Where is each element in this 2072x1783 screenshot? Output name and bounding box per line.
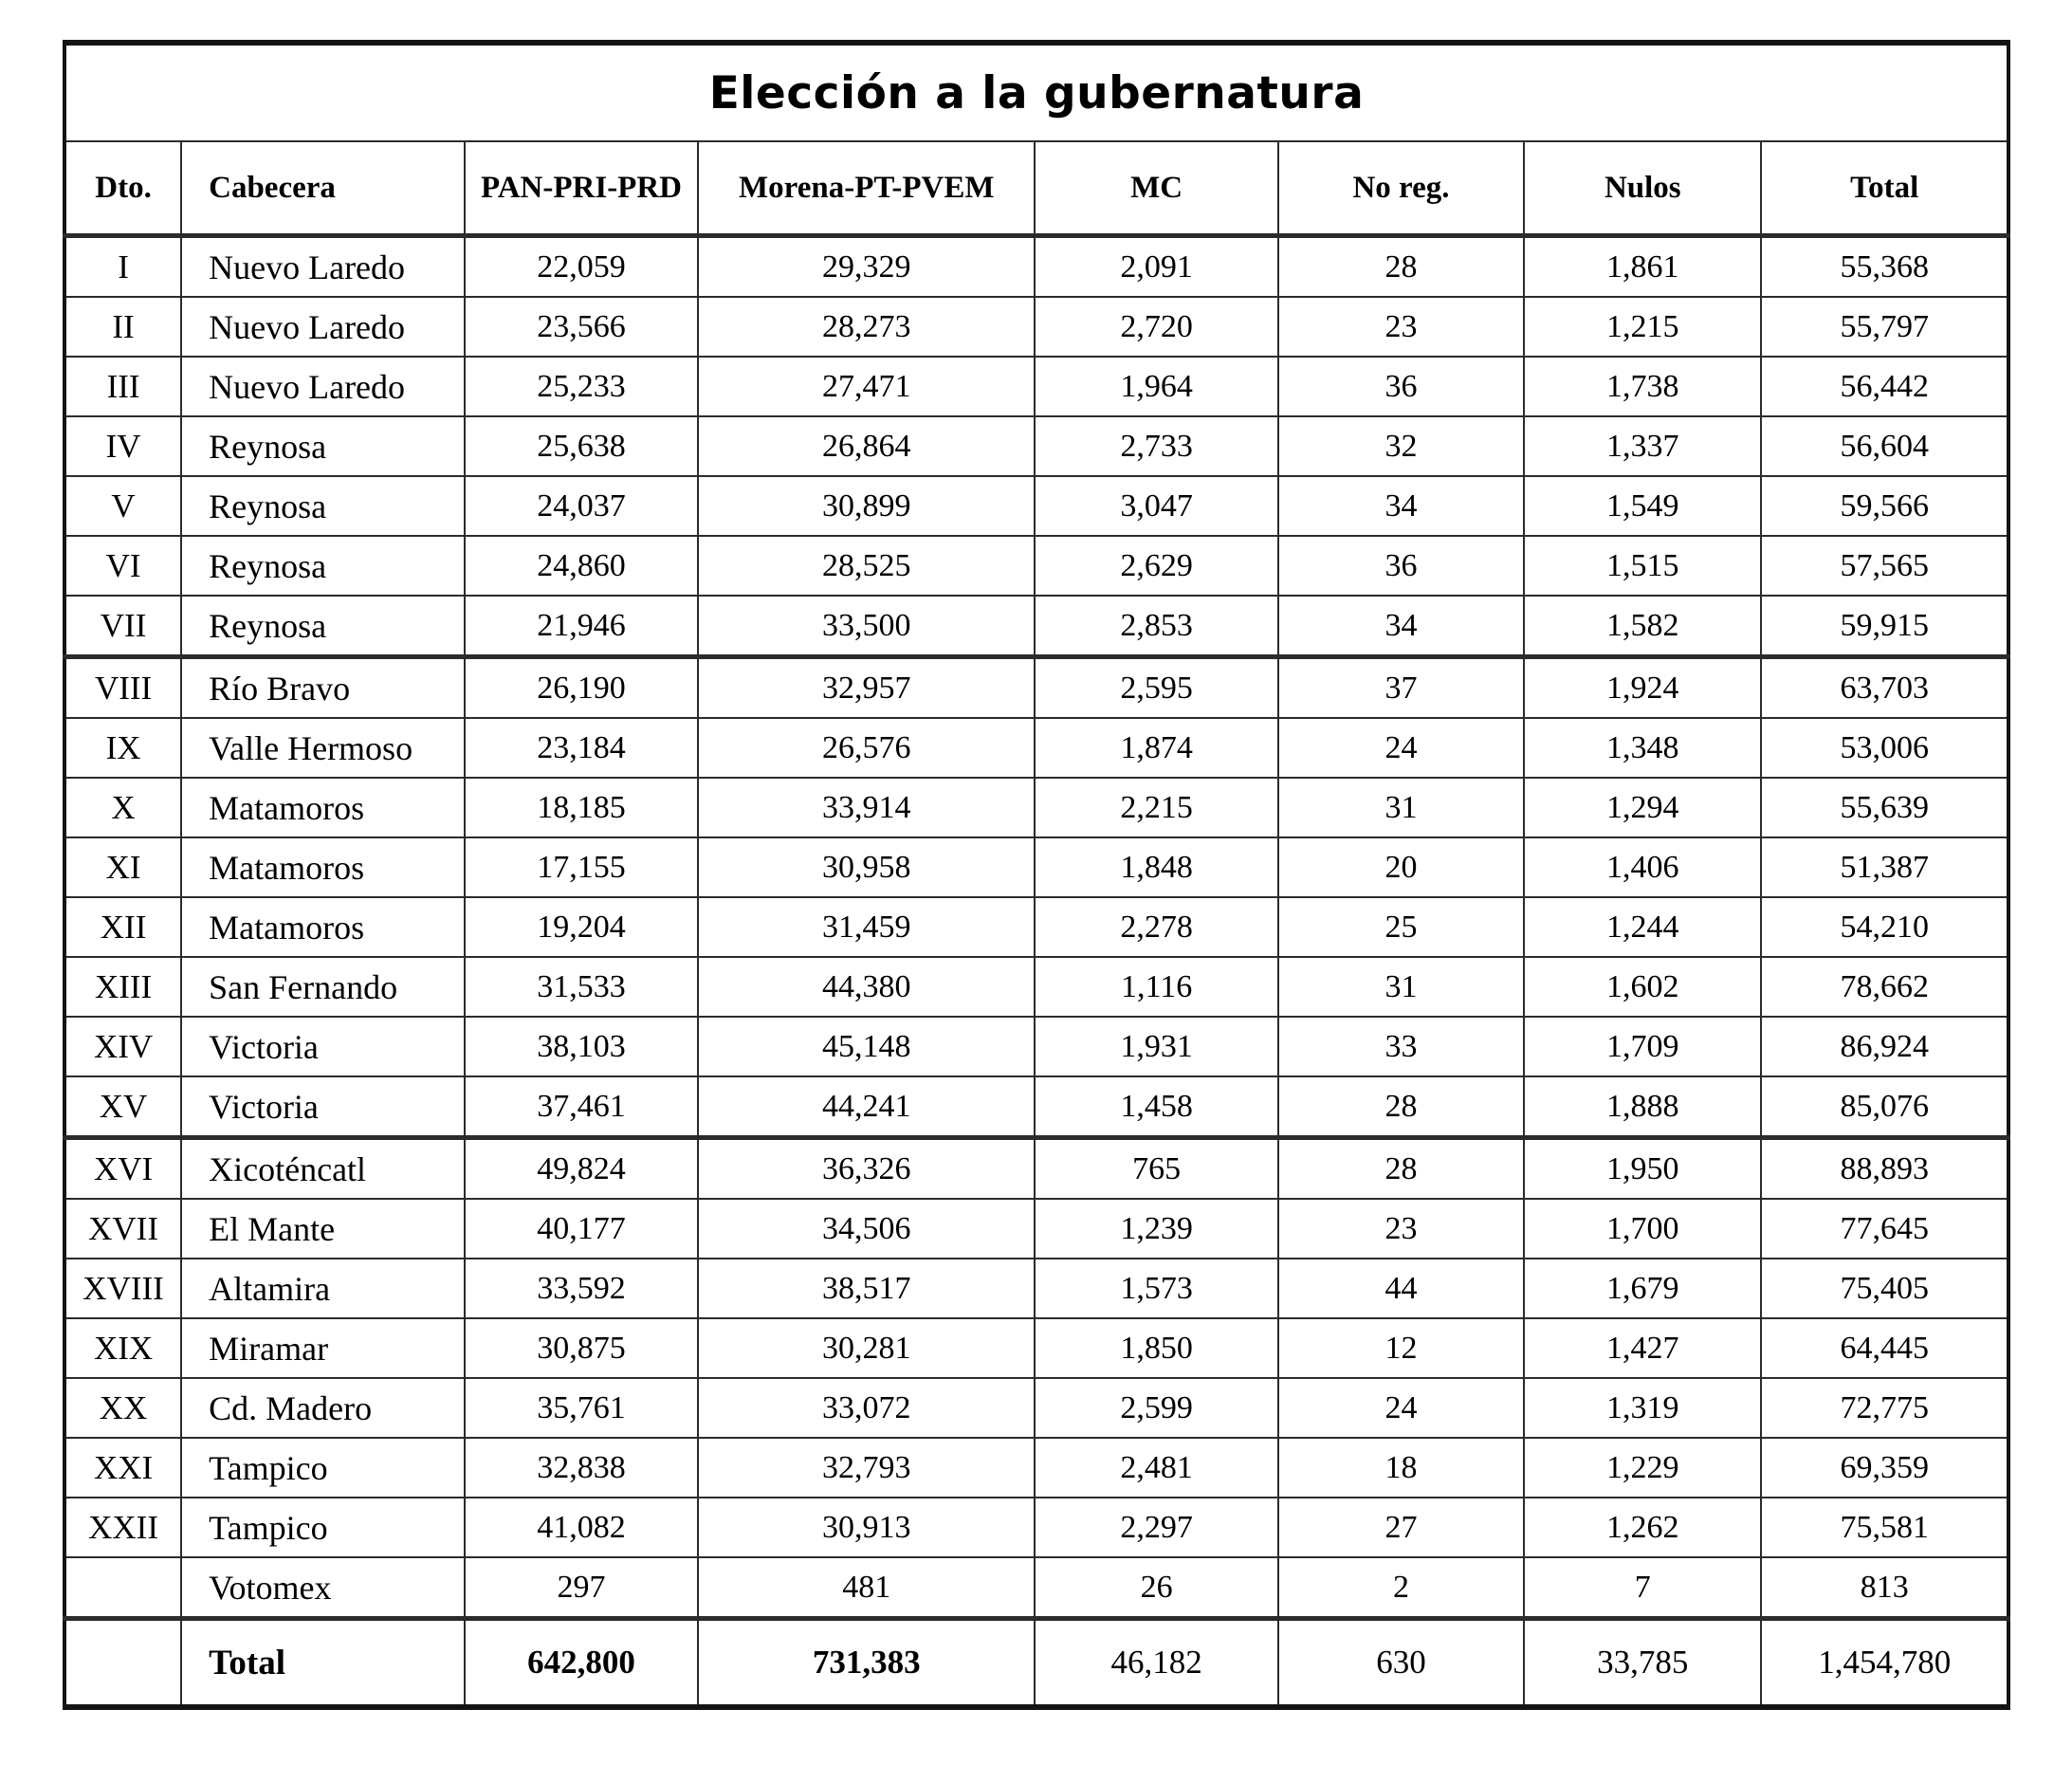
district-cell: XI xyxy=(64,837,181,897)
table-row xyxy=(64,897,2008,957)
cabecera-cell: Reynosa xyxy=(181,476,465,536)
value-cell: 55,368 xyxy=(1761,236,2008,298)
value-cell: 28 xyxy=(1278,236,1524,298)
value-cell: 17,155 xyxy=(465,837,698,897)
value-cell: 26 xyxy=(1035,1557,1277,1619)
value-cell: 20 xyxy=(1278,837,1524,897)
value-cell: 36 xyxy=(1278,357,1524,416)
value-cell: 22,059 xyxy=(465,236,698,298)
table-row xyxy=(64,1498,2008,1557)
value-cell: 38,103 xyxy=(465,1017,698,1076)
table-total-row xyxy=(64,1619,2008,1708)
value-cell: 26,864 xyxy=(698,416,1035,476)
cabecera-cell: San Fernando xyxy=(181,957,465,1017)
cabecera-cell: El Mante xyxy=(181,1199,465,1259)
value-cell: 1,874 xyxy=(1035,718,1277,778)
cabecera-cell: Valle Hermoso xyxy=(181,718,465,778)
district-cell: V xyxy=(64,476,181,536)
value-cell: 37,461 xyxy=(465,1076,698,1138)
value-cell: 2,091 xyxy=(1035,236,1277,298)
value-cell: 53,006 xyxy=(1761,718,2008,778)
value-cell: 24,860 xyxy=(465,536,698,596)
value-cell: 25,638 xyxy=(465,416,698,476)
table-row xyxy=(64,957,2008,1017)
column-header-dto: Dto. xyxy=(64,141,181,236)
value-cell: 2,629 xyxy=(1035,536,1277,596)
cabecera-cell: Matamoros xyxy=(181,897,465,957)
value-cell: 25 xyxy=(1278,897,1524,957)
table-body xyxy=(64,236,2008,1708)
district-cell: XII xyxy=(64,897,181,957)
value-cell: 29,329 xyxy=(698,236,1035,298)
district-cell: XVI xyxy=(64,1138,181,1200)
value-cell: 26,576 xyxy=(698,718,1035,778)
table-row xyxy=(64,596,2008,657)
value-cell: 1,924 xyxy=(1524,657,1761,719)
district-cell: II xyxy=(64,297,181,357)
value-cell: 1,262 xyxy=(1524,1498,1761,1557)
column-header-cabecera: Cabecera xyxy=(181,141,465,236)
value-cell: 54,210 xyxy=(1761,897,2008,957)
value-cell: 32,957 xyxy=(698,657,1035,719)
value-cell: 18,185 xyxy=(465,778,698,837)
value-cell: 75,581 xyxy=(1761,1498,2008,1557)
value-cell: 34,506 xyxy=(698,1199,1035,1259)
value-cell: 30,875 xyxy=(465,1318,698,1378)
value-cell: 49,824 xyxy=(465,1138,698,1200)
total-value-cell: 630 xyxy=(1278,1619,1524,1708)
value-cell: 2,297 xyxy=(1035,1498,1277,1557)
cabecera-cell: Votomex xyxy=(181,1557,465,1619)
value-cell: 813 xyxy=(1761,1557,2008,1619)
cabecera-cell: Tampico xyxy=(181,1498,465,1557)
value-cell: 2,481 xyxy=(1035,1438,1277,1498)
value-cell: 1,602 xyxy=(1524,957,1761,1017)
total-value-cell: 1,454,780 xyxy=(1761,1619,2008,1708)
value-cell: 1,294 xyxy=(1524,778,1761,837)
election-results-table xyxy=(63,40,2010,1710)
value-cell: 27 xyxy=(1278,1498,1524,1557)
table-row xyxy=(64,1318,2008,1378)
value-cell: 3,047 xyxy=(1035,476,1277,536)
value-cell: 51,387 xyxy=(1761,837,2008,897)
value-cell: 33,592 xyxy=(465,1259,698,1318)
table-row xyxy=(64,236,2008,298)
table-row xyxy=(64,1199,2008,1259)
value-cell: 31,533 xyxy=(465,957,698,1017)
total-label-cell: Total xyxy=(181,1619,465,1708)
value-cell: 86,924 xyxy=(1761,1017,2008,1076)
value-cell: 1,679 xyxy=(1524,1259,1761,1318)
total-value-cell: 642,800 xyxy=(465,1619,698,1708)
value-cell: 1,738 xyxy=(1524,357,1761,416)
table-row xyxy=(64,476,2008,536)
value-cell: 31 xyxy=(1278,957,1524,1017)
value-cell: 481 xyxy=(698,1557,1035,1619)
value-cell: 23,566 xyxy=(465,297,698,357)
column-header-pan-pri-prd: PAN-PRI-PRD xyxy=(465,141,698,236)
district-cell: IX xyxy=(64,718,181,778)
value-cell: 30,913 xyxy=(698,1498,1035,1557)
value-cell: 59,915 xyxy=(1761,596,2008,657)
value-cell: 45,148 xyxy=(698,1017,1035,1076)
value-cell: 1,850 xyxy=(1035,1318,1277,1378)
value-cell: 2,215 xyxy=(1035,778,1277,837)
district-cell: XX xyxy=(64,1378,181,1438)
value-cell: 30,958 xyxy=(698,837,1035,897)
table-row xyxy=(64,1017,2008,1076)
value-cell: 36,326 xyxy=(698,1138,1035,1200)
value-cell: 23 xyxy=(1278,1199,1524,1259)
value-cell: 28,525 xyxy=(698,536,1035,596)
table-row xyxy=(64,778,2008,837)
value-cell: 24 xyxy=(1278,1378,1524,1438)
value-cell: 26,190 xyxy=(465,657,698,719)
value-cell: 35,761 xyxy=(465,1378,698,1438)
value-cell: 1,239 xyxy=(1035,1199,1277,1259)
page-title: Elección a la gubernatura xyxy=(64,43,2008,141)
value-cell: 44,380 xyxy=(698,957,1035,1017)
value-cell: 31,459 xyxy=(698,897,1035,957)
value-cell: 31 xyxy=(1278,778,1524,837)
table-row xyxy=(64,297,2008,357)
value-cell: 1,215 xyxy=(1524,297,1761,357)
value-cell: 44,241 xyxy=(698,1076,1035,1138)
value-cell: 19,204 xyxy=(465,897,698,957)
value-cell: 1,348 xyxy=(1524,718,1761,778)
district-cell xyxy=(64,1619,181,1708)
value-cell: 1,931 xyxy=(1035,1017,1277,1076)
district-cell: VI xyxy=(64,536,181,596)
column-header-no-reg: No reg. xyxy=(1278,141,1524,236)
value-cell: 25,233 xyxy=(465,357,698,416)
district-cell: XVII xyxy=(64,1199,181,1259)
value-cell: 64,445 xyxy=(1761,1318,2008,1378)
value-cell: 69,359 xyxy=(1761,1438,2008,1498)
value-cell: 30,899 xyxy=(698,476,1035,536)
cabecera-cell: Cd. Madero xyxy=(181,1378,465,1438)
value-cell: 32,793 xyxy=(698,1438,1035,1498)
value-cell: 28,273 xyxy=(698,297,1035,357)
value-cell: 27,471 xyxy=(698,357,1035,416)
value-cell: 24 xyxy=(1278,718,1524,778)
value-cell: 18 xyxy=(1278,1438,1524,1498)
value-cell: 78,662 xyxy=(1761,957,2008,1017)
value-cell: 40,177 xyxy=(465,1199,698,1259)
district-cell: I xyxy=(64,236,181,298)
value-cell: 12 xyxy=(1278,1318,1524,1378)
value-cell: 1,406 xyxy=(1524,837,1761,897)
value-cell: 1,549 xyxy=(1524,476,1761,536)
value-cell: 55,639 xyxy=(1761,778,2008,837)
table-row xyxy=(64,416,2008,476)
table-row xyxy=(64,1438,2008,1498)
column-header-mc: MC xyxy=(1035,141,1277,236)
value-cell: 85,076 xyxy=(1761,1076,2008,1138)
value-cell: 33,914 xyxy=(698,778,1035,837)
cabecera-cell: Río Bravo xyxy=(181,657,465,719)
value-cell: 88,893 xyxy=(1761,1138,2008,1200)
value-cell: 56,604 xyxy=(1761,416,2008,476)
value-cell: 1,573 xyxy=(1035,1259,1277,1318)
value-cell: 41,082 xyxy=(465,1498,698,1557)
value-cell: 36 xyxy=(1278,536,1524,596)
cabecera-cell: Victoria xyxy=(181,1076,465,1138)
value-cell: 44 xyxy=(1278,1259,1524,1318)
district-cell: IV xyxy=(64,416,181,476)
table-row xyxy=(64,536,2008,596)
value-cell: 37 xyxy=(1278,657,1524,719)
value-cell: 1,848 xyxy=(1035,837,1277,897)
cabecera-cell: Nuevo Laredo xyxy=(181,236,465,298)
district-cell: X xyxy=(64,778,181,837)
value-cell: 32,838 xyxy=(465,1438,698,1498)
table-row xyxy=(64,1076,2008,1138)
value-cell: 1,888 xyxy=(1524,1076,1761,1138)
value-cell: 2,733 xyxy=(1035,416,1277,476)
total-value-cell: 731,383 xyxy=(698,1619,1035,1708)
value-cell: 72,775 xyxy=(1761,1378,2008,1438)
table-row xyxy=(64,657,2008,719)
district-cell: XIV xyxy=(64,1017,181,1076)
value-cell: 28 xyxy=(1278,1138,1524,1200)
value-cell: 2,599 xyxy=(1035,1378,1277,1438)
value-cell: 24,037 xyxy=(465,476,698,536)
table-row xyxy=(64,837,2008,897)
value-cell: 23 xyxy=(1278,297,1524,357)
value-cell: 7 xyxy=(1524,1557,1761,1619)
table-row xyxy=(64,1378,2008,1438)
value-cell: 57,565 xyxy=(1761,536,2008,596)
district-cell: XIX xyxy=(64,1318,181,1378)
district-cell xyxy=(64,1557,181,1619)
value-cell: 77,645 xyxy=(1761,1199,2008,1259)
value-cell: 765 xyxy=(1035,1138,1277,1200)
cabecera-cell: Nuevo Laredo xyxy=(181,297,465,357)
value-cell: 33,500 xyxy=(698,596,1035,657)
cabecera-cell: Reynosa xyxy=(181,596,465,657)
value-cell: 34 xyxy=(1278,596,1524,657)
value-cell: 1,964 xyxy=(1035,357,1277,416)
value-cell: 1,582 xyxy=(1524,596,1761,657)
value-cell: 59,566 xyxy=(1761,476,2008,536)
table-row xyxy=(64,357,2008,416)
value-cell: 1,709 xyxy=(1524,1017,1761,1076)
value-cell: 23,184 xyxy=(465,718,698,778)
value-cell: 1,950 xyxy=(1524,1138,1761,1200)
value-cell: 2,720 xyxy=(1035,297,1277,357)
value-cell: 75,405 xyxy=(1761,1259,2008,1318)
column-header-nulos: Nulos xyxy=(1524,141,1761,236)
value-cell: 56,442 xyxy=(1761,357,2008,416)
value-cell: 2,853 xyxy=(1035,596,1277,657)
cabecera-cell: Matamoros xyxy=(181,837,465,897)
value-cell: 33,072 xyxy=(698,1378,1035,1438)
value-cell: 1,337 xyxy=(1524,416,1761,476)
total-value-cell: 33,785 xyxy=(1524,1619,1761,1708)
value-cell: 21,946 xyxy=(465,596,698,657)
value-cell: 55,797 xyxy=(1761,297,2008,357)
value-cell: 2,595 xyxy=(1035,657,1277,719)
table-header-row xyxy=(64,141,2008,236)
value-cell: 1,861 xyxy=(1524,236,1761,298)
district-cell: XV xyxy=(64,1076,181,1138)
district-cell: XIII xyxy=(64,957,181,1017)
value-cell: 34 xyxy=(1278,476,1524,536)
cabecera-cell: Nuevo Laredo xyxy=(181,357,465,416)
value-cell: 1,700 xyxy=(1524,1199,1761,1259)
value-cell: 1,116 xyxy=(1035,957,1277,1017)
district-cell: XXI xyxy=(64,1438,181,1498)
district-cell: VII xyxy=(64,596,181,657)
cabecera-cell: Matamoros xyxy=(181,778,465,837)
total-value-cell: 46,182 xyxy=(1035,1619,1277,1708)
table-row xyxy=(64,1138,2008,1200)
table-row xyxy=(64,1557,2008,1619)
value-cell: 1,458 xyxy=(1035,1076,1277,1138)
table-row xyxy=(64,718,2008,778)
cabecera-cell: Victoria xyxy=(181,1017,465,1076)
value-cell: 1,229 xyxy=(1524,1438,1761,1498)
district-cell: VIII xyxy=(64,657,181,719)
value-cell: 63,703 xyxy=(1761,657,2008,719)
value-cell: 2,278 xyxy=(1035,897,1277,957)
cabecera-cell: Miramar xyxy=(181,1318,465,1378)
column-header-total: Total xyxy=(1761,141,2008,236)
cabecera-cell: Reynosa xyxy=(181,416,465,476)
district-cell: III xyxy=(64,357,181,416)
value-cell: 1,515 xyxy=(1524,536,1761,596)
column-header-morena-pt-pvem: Morena-PT-PVEM xyxy=(698,141,1035,236)
cabecera-cell: Altamira xyxy=(181,1259,465,1318)
cabecera-cell: Xicoténcatl xyxy=(181,1138,465,1200)
value-cell: 1,244 xyxy=(1524,897,1761,957)
value-cell: 28 xyxy=(1278,1076,1524,1138)
value-cell: 33 xyxy=(1278,1017,1524,1076)
value-cell: 297 xyxy=(465,1557,698,1619)
value-cell: 1,319 xyxy=(1524,1378,1761,1438)
value-cell: 2 xyxy=(1278,1557,1524,1619)
value-cell: 32 xyxy=(1278,416,1524,476)
value-cell: 38,517 xyxy=(698,1259,1035,1318)
table-title-row xyxy=(64,43,2008,141)
cabecera-cell: Tampico xyxy=(181,1438,465,1498)
value-cell: 30,281 xyxy=(698,1318,1035,1378)
district-cell: XXII xyxy=(64,1498,181,1557)
table-row xyxy=(64,1259,2008,1318)
value-cell: 1,427 xyxy=(1524,1318,1761,1378)
cabecera-cell: Reynosa xyxy=(181,536,465,596)
district-cell: XVIII xyxy=(64,1259,181,1318)
